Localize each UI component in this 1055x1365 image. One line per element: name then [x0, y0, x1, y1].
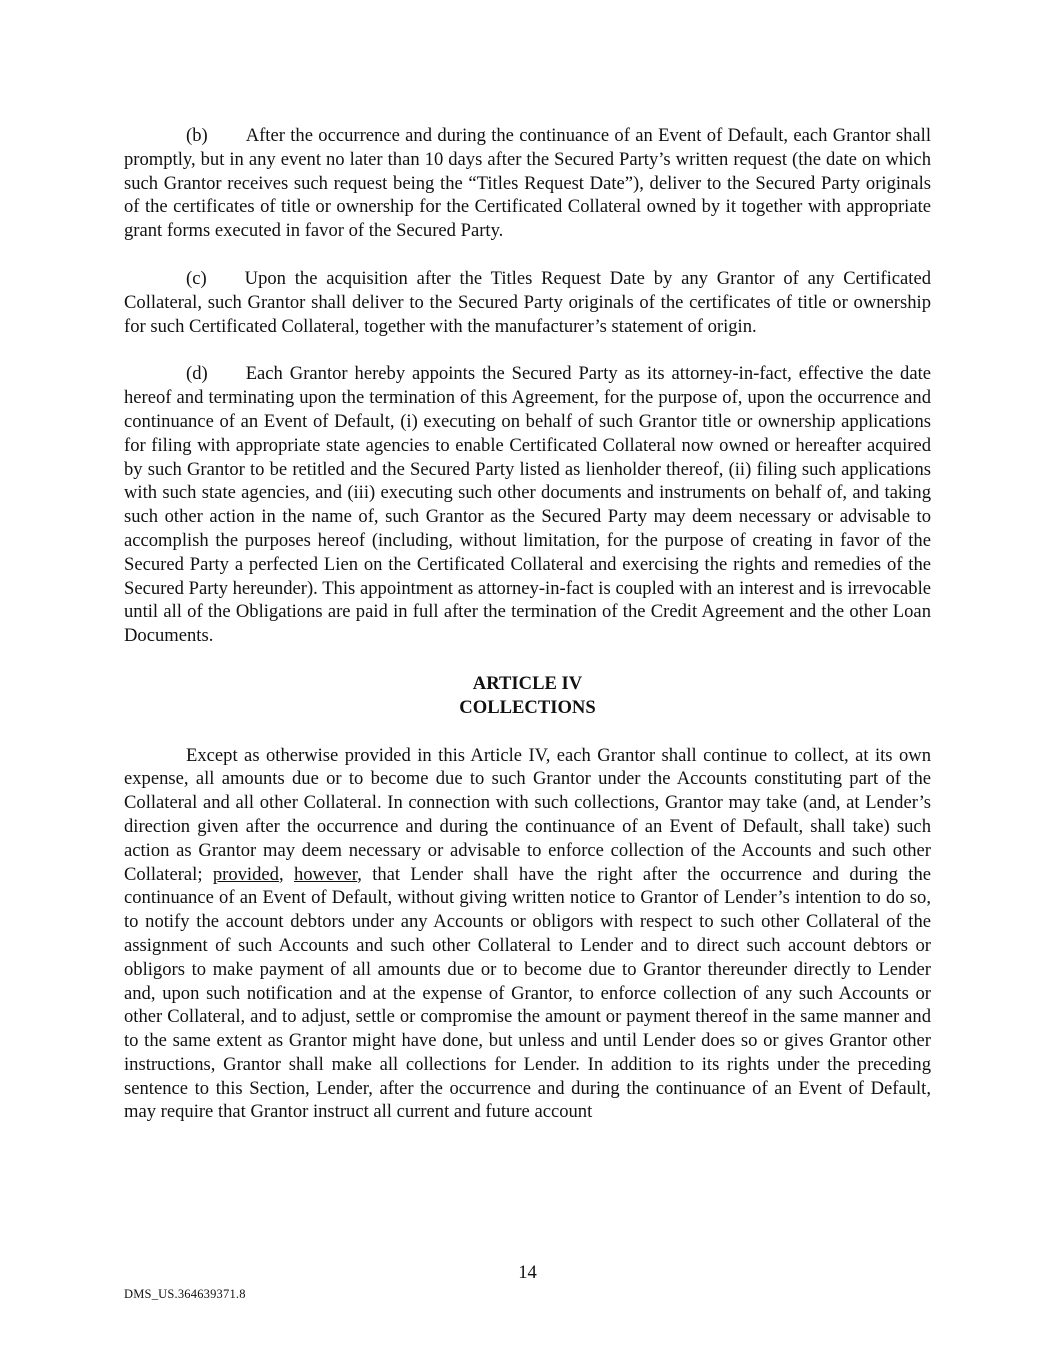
collections-text-part2: , that Lender shall have the right after the occurrence and during the continuance of an Event of Default, without giving written notice to Grantor of Lender’s intention to do so, to notify the account debtors under any Accounts or obligors with respect to such other Collateral of the assignment of such Accounts and such other Collateral to Lender and to direct such account debtors or obligors to make payment of all amounts due or to become due to Grantor thereunder directly to Lender and, upon such notification and at the expense of Grantor, to enforce collection of any such Accounts or other Collateral, and to adjust, settle or compromise the amount or payment thereof in the same manner and to the same extent as Grantor might have done, but unless and until Lender does so or gives Grantor other instructions, Grantor shall make all collections for Lender. In addition to its rights under the preceding sentence to this Section, Lender, after the occurrence and during the continuance of an Event of Default, may require that Grantor instruct all current and future account [124, 863, 931, 1123]
article-title: COLLECTIONS [459, 696, 596, 718]
however-term: however [293, 863, 358, 885]
collections-comma: , [278, 863, 294, 885]
paragraph-c [124, 267, 931, 338]
article-heading [124, 672, 931, 720]
paragraph-b-label: (b) [186, 125, 208, 146]
collections-paragraph [124, 744, 931, 1125]
paragraph-b-text: After the occurrence and during the continuance of an Event of Default, each Grantor shall promptly, but in any event no later than 10 days after the Secured Party’s written request (the date on which such Grantor receives such request being the “Titles Request Date”), deliver to the Secured Party originals of the certificates of title or ownership for the Certificated Collateral owned by it together with appropriate grant forms executed in favor of the Secured Party. [124, 125, 931, 242]
paragraph-d-text: Each Grantor hereby appoints the Secured Party as its attorney-in-fact, effective the date hereof and terminating upon the termination of this Agreement, for the purpose of, upon the occurrence and continuance of an Event of Default, (i) executing on behalf of such Grantor title or ownership applications for filing with appropriate state agencies to enable Certificated Collateral now owned or hereafter acquired by such Grantor to be retitled and the Secured Party listed as lienholder thereof, (ii) filing such applications with such state agencies, and (iii) executing such other documents and instruments on behalf of, and taking such other action in the name of, such Grantor as the Secured Party may deem necessary or advisable to accomplish the purposes hereof (including, without limitation, for the purpose of creating in favor of the Secured Party a perfected Lien on the Certificated Collateral and exercising the rights and remedies of the Secured Party hereunder). This appointment as attorney-in-fact is coupled with an interest and is irrevocable until all of the Obligations are paid in full after the termination of the Credit Agreement and the other Loan Documents. [124, 363, 931, 647]
paragraph-d [124, 362, 931, 648]
provided-term: provided [212, 863, 279, 885]
paragraph-c-label: (c) [186, 267, 207, 289]
document-page [124, 124, 931, 1148]
paragraph-d-label: (d) [186, 363, 208, 385]
page-number: 14 [518, 1262, 537, 1283]
article-number: ARTICLE IV [472, 672, 583, 694]
collections-text-part1: Except as otherwise provided in this Article IV, each Grantor shall continue to collect, at its own expense, all amounts due or to become due to such Grantor under the Accounts constituting part of the Collateral and all other Collateral. In connection with such collections, Grantor may take (and, at Lender’s direction given after the occurrence and during the continuance of an Event of Default, shall take) such action as Grantor may deem necessary or advisable to enforce collection of the Accounts and such other Collateral; [124, 744, 931, 885]
document-id: DMS_US.364639371.8 [124, 1287, 246, 1301]
paragraph-b [124, 124, 931, 243]
paragraph-c-text: Upon the acquisition after the Titles Request Date by any Grantor of any Certificated Collateral, such Grantor shall deliver to the Secured Party originals of the certificates of title or ownership for such Certificated Collateral, together with the manufacturer’s statement of origin. [124, 267, 931, 337]
